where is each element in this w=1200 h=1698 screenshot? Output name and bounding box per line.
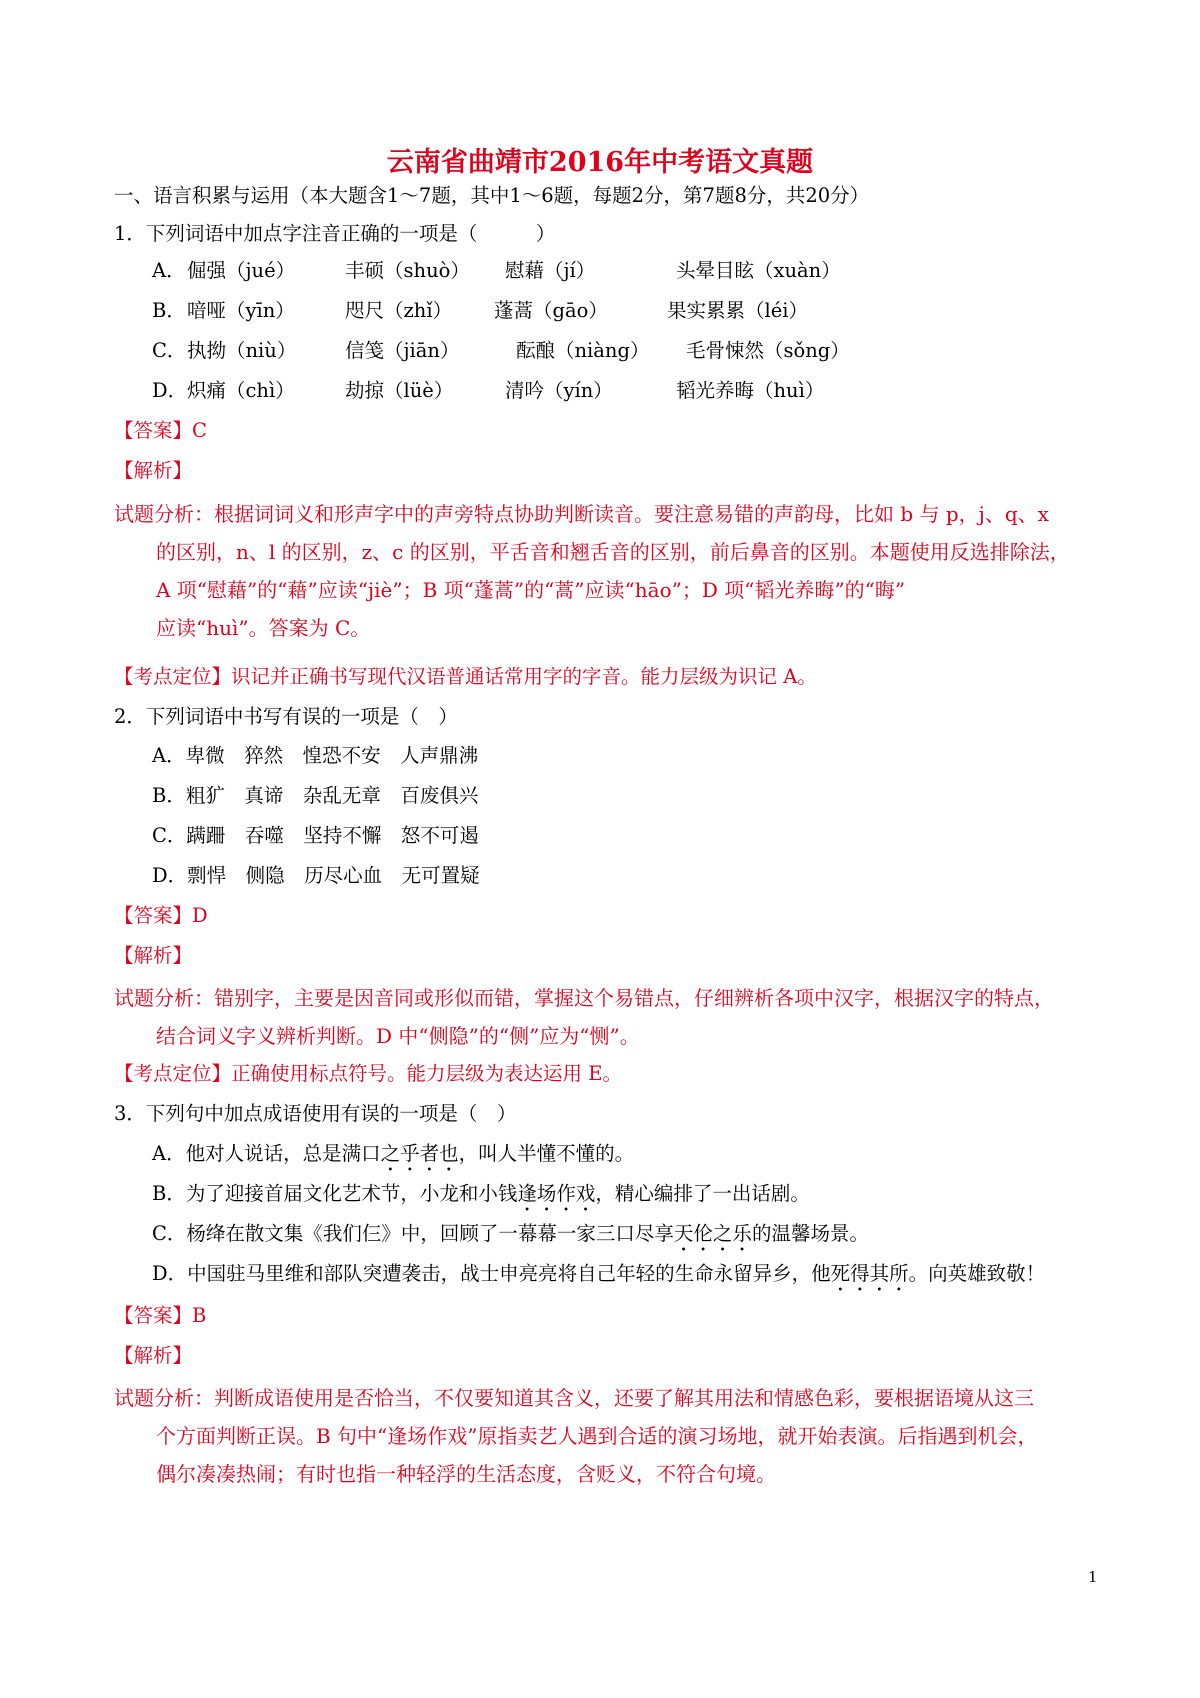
analysis-line: 试题分析：错别字，主要是因音同或形似而错，掌握这个易错点，仔细辨析各项中汉字，根据汉字的特点， xyxy=(114,986,1054,1010)
q1-option-c-item: 酝酿（niàng） xyxy=(516,339,650,362)
q1-option-a-item: 倔强（jué） xyxy=(187,259,296,282)
q1-analysis xyxy=(114,495,1124,647)
page-number: 1 xyxy=(1088,1568,1098,1586)
answer-value: D xyxy=(192,904,208,927)
q1-option-d-item: 清吟（yín） xyxy=(505,379,613,402)
q1-answer xyxy=(114,417,207,445)
q1-option-d-label: D． xyxy=(152,379,188,402)
q3-analysis xyxy=(114,1379,1124,1493)
q1-option-a-item: 头晕目眩（xuàn） xyxy=(676,259,841,282)
q3-answer xyxy=(114,1302,206,1330)
q1-option-d-item: 劫掠（lüè） xyxy=(345,379,454,402)
answer-tag: 【答案】 xyxy=(114,419,193,442)
option-text: B．为了迎接首届文化艺术节，小龙和小钱 xyxy=(152,1182,518,1205)
q2-analysis-tag xyxy=(114,942,192,970)
q1-option-b-item: 咫尺（zhǐ） xyxy=(345,299,453,322)
q1-option-d-item: 炽痛（chì） xyxy=(187,379,295,402)
question-3-stem: 3．下列句中加点成语使用有误的一项是（ ） xyxy=(114,1102,517,1125)
section-heading: 一、语言积累与运用（本大题含1～7题，其中1～6题，每题2分，第7题8分，共20分） xyxy=(114,184,870,207)
option-text: D．中国驻马里维和部队突遭袭击，战士申亮亮将自己年轻的生命永留异乡，他 xyxy=(152,1262,831,1285)
option-text: A．他对人说话，总是满口 xyxy=(152,1142,381,1165)
q3-option-c xyxy=(152,1220,869,1256)
option-text: 。向英雄致敬！ xyxy=(908,1262,1046,1285)
q3-option-b xyxy=(152,1180,810,1216)
q1-option-c-item: 信笺（jiān） xyxy=(345,339,460,362)
q3-option-a xyxy=(152,1140,634,1176)
option-text: ，精心编排了一出话剧。 xyxy=(595,1182,810,1205)
kaodian-tag: 【考点定位】 xyxy=(114,1062,232,1085)
q1-option-c-item: 执拗（niù） xyxy=(187,339,297,362)
answer-tag: 【答案】 xyxy=(114,1304,193,1327)
q2-analysis xyxy=(114,979,1124,1055)
q1-kaodian xyxy=(114,663,817,691)
option-text: C．杨绛在散文集《我们仨》中，回顾了一幕幕一家三口尽享 xyxy=(152,1222,674,1245)
q1-option-c-label: C． xyxy=(152,339,187,362)
question-1-stem: 1．下列词语中加点字注音正确的一项是（ ） xyxy=(114,222,556,245)
kaodian-text: 正确使用标点符号。能力层级为表达运用 E。 xyxy=(231,1062,622,1085)
analysis-tag: 【解析】 xyxy=(114,1344,193,1367)
page-title: 云南省曲靖市2016年中考语文真题 xyxy=(386,147,814,178)
analysis-line: A 项“慰藉”的“藉”应读“jiè”；B 项“蓬蒿”的“蒿”应读“hāo”；D 项“韬光养晦”的“晦” xyxy=(156,578,906,602)
q3-option-d xyxy=(152,1260,1045,1296)
analysis-line: 试题分析：判断成语使用是否恰当，不仅要知道其含义，还要了解其用法和情感色彩，要根据语境从这三 xyxy=(114,1386,1034,1410)
q2-option-a: A．卑微 猝然 惶恐不安 人声鼎沸 xyxy=(152,744,479,767)
analysis-tag: 【解析】 xyxy=(114,944,193,967)
q1-option-b-item: 蓬蒿（gāo） xyxy=(494,299,608,322)
q1-option-a-label: A． xyxy=(152,259,186,282)
dotted-idiom: 天伦之乐 xyxy=(673,1222,752,1245)
answer-value: C xyxy=(192,419,207,442)
q2-answer xyxy=(114,902,208,930)
q2-option-d: D．剽悍 侧隐 历尽心血 无可置疑 xyxy=(152,864,480,887)
q1-option-c-item: 毛骨悚然（sǒng） xyxy=(686,339,850,362)
answer-value: B xyxy=(192,1304,207,1327)
kaodian-tag: 【考点定位】 xyxy=(114,665,232,688)
analysis-line: 的区别，n、l 的区别，z、c 的区别，平舌音和翘舌音的区别，前后鼻音的区别。本题使用反选排除法， xyxy=(156,540,1070,564)
dotted-idiom: 之乎者也 xyxy=(380,1142,459,1165)
q1-option-b-label: B． xyxy=(152,299,186,322)
q2-kaodian xyxy=(114,1060,622,1088)
analysis-line: 结合词义字义辨析判断。D 中“侧隐”的“侧”应为“恻”。 xyxy=(156,1024,640,1048)
option-text: 的温馨场景。 xyxy=(751,1222,869,1245)
q1-option-d-item: 韬光养晦（huì） xyxy=(676,379,825,402)
q1-analysis-tag xyxy=(114,457,192,485)
analysis-line: 个方面判断正误。B 句中“逢场作戏”原指卖艺人遇到合适的演习场地，就开始表演。后指遇到机会， xyxy=(156,1424,1038,1448)
analysis-line: 试题分析：根据词词义和形声字中的声旁特点协助判断读音。要注意易错的声韵母，比如 b 与 p，j、q、x xyxy=(114,502,1049,526)
q1-option-a-item: 丰硕（shuò） xyxy=(345,259,470,282)
analysis-tag: 【解析】 xyxy=(114,459,193,482)
analysis-line: 应读“huì”。答案为 C。 xyxy=(156,616,371,640)
q3-analysis-tag xyxy=(114,1342,192,1370)
dotted-idiom: 死得其所 xyxy=(830,1262,909,1285)
question-2-stem: 2．下列词语中书写有误的一项是（ ） xyxy=(114,705,458,728)
q1-option-b-item: 果实累累（léi） xyxy=(667,299,809,322)
option-text: ，叫人半懂不懂的。 xyxy=(458,1142,635,1165)
answer-tag: 【答案】 xyxy=(114,904,193,927)
kaodian-text: 识记并正确书写现代汉语普通话常用字的字音。能力层级为识记 A。 xyxy=(231,665,817,688)
analysis-line: 偶尔凑凑热闹；有时也指一种轻浮的生活态度，含贬义，不符合句境。 xyxy=(156,1462,776,1486)
q2-option-c: C．蹒跚 吞噬 坚持不懈 怒不可遏 xyxy=(152,824,479,847)
q1-option-a-item: 慰藉（jí） xyxy=(505,259,596,282)
q1-option-b-item: 喑哑（yīn） xyxy=(187,299,295,322)
q2-option-b: B．粗犷 真谛 杂乱无章 百废俱兴 xyxy=(152,784,479,807)
dotted-idiom: 逢场作戏 xyxy=(517,1182,596,1205)
